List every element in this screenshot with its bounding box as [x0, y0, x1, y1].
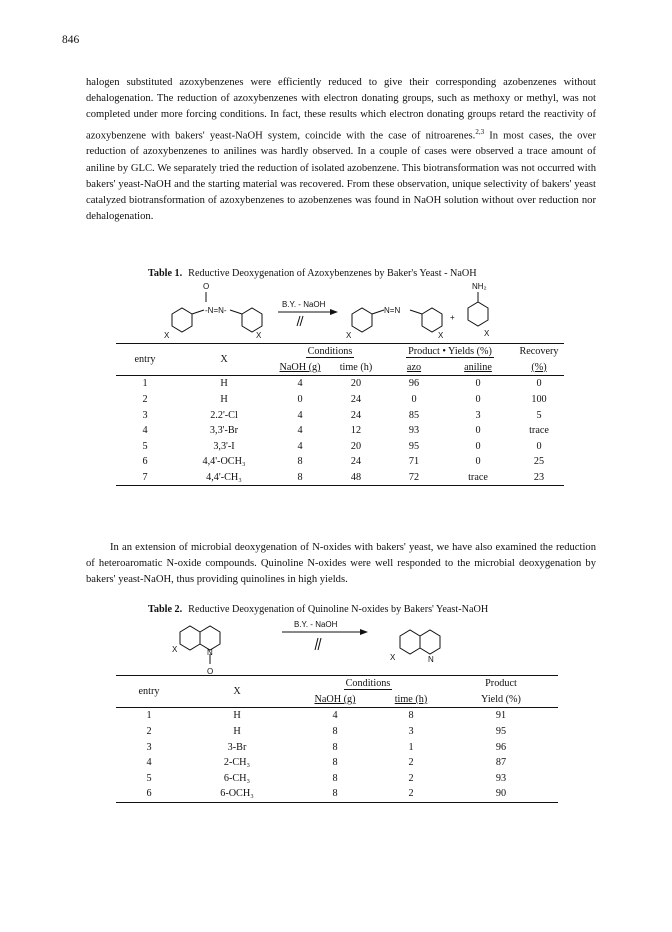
table-cell: 12 [350, 425, 362, 437]
header-naoh: NaOH (g) [279, 361, 321, 373]
table-cell: 4 [297, 409, 303, 421]
table-cell: 100 [531, 394, 547, 406]
table-cell: 3 [408, 726, 414, 738]
table-cell: H [233, 710, 241, 722]
table-cell: 0 [475, 440, 481, 452]
table-cell: 3,3'-Br [209, 425, 239, 437]
table-row [116, 708, 558, 724]
quinoline-pyridine-ring [200, 626, 220, 650]
table-cell: 90 [495, 788, 507, 800]
table-row [116, 786, 558, 802]
header-time: time (h) [339, 361, 373, 373]
table-row [116, 439, 564, 455]
table-cell: 3 [146, 741, 152, 753]
table-cell: 1 [146, 710, 152, 722]
table-cell: 4 [297, 378, 303, 390]
paragraph-text: halogen substituted azoxybenzenes were efficiently reduced to give their corresponding azobenzenes without dehalogenation. The reduction of azoxybenzenes with electron donating groups, such as methoxy or methyl, was not completed under more forcing conditions. In fact, these results which electron donating groups retard the reactivity of azoxybenzene with bakers' yeast-NaOH system, coincide with the case of nitroarenes. [86, 77, 596, 142]
table-row [116, 771, 558, 787]
azo-label: N=N [384, 306, 401, 315]
azobenzene-ring-right [422, 308, 442, 332]
header-recovery: Recovery [519, 346, 559, 358]
table-cell: 24 [350, 394, 362, 406]
table-cell: 0 [536, 378, 542, 390]
table-cell: 6-CH₃ [223, 772, 251, 784]
table-cell: 93 [495, 772, 507, 784]
table1-reaction-scheme [160, 278, 520, 340]
table1-caption-text: Reductive Deoxygenation of Azoxybenzenes by Baker's Yeast - NaOH [188, 268, 477, 279]
table-cell: 1 [142, 378, 148, 390]
table-cell: trace [529, 425, 549, 437]
table-row [116, 755, 558, 771]
header-x: X [233, 686, 241, 698]
table-row [116, 376, 564, 392]
table-cell: 4 [332, 710, 338, 722]
table-cell: H [220, 378, 228, 390]
table-cell: 2-CH₃ [223, 757, 251, 769]
table1 [116, 343, 564, 486]
x-label: X [164, 331, 170, 340]
table-row [116, 454, 564, 470]
table-cell: 8 [332, 726, 338, 738]
plus-sign: + [450, 313, 455, 322]
table-cell: 8 [332, 757, 338, 769]
table-cell: 8 [297, 456, 303, 468]
table-cell: 1 [408, 741, 414, 753]
table-cell: 0 [475, 378, 481, 390]
table-cell: 2 [142, 394, 148, 406]
table-cell: 87 [495, 757, 507, 769]
x-label: X [346, 331, 352, 340]
table2-caption [148, 604, 488, 615]
table-row [116, 470, 564, 486]
table-cell: 4,4'-OCH₃ [202, 456, 246, 468]
paragraph-text: In an extension of microbial deoxygenation of N-oxides with bakers' yeast, we have also examined the reduction of heteroaromatic N-oxide compounds. Quinoline N-oxides were well responded to the microbial deoxygenation by bakers' yeast-NaOH, thus providing quinolines in high yields. [86, 542, 596, 586]
reagent-label: B.Y. - NaOH [294, 620, 338, 629]
table-cell: 2 [408, 757, 414, 769]
table-row [116, 724, 558, 740]
table-cell: 96 [408, 378, 420, 390]
x-label: X [390, 653, 396, 662]
table-cell: 4,4'-CH₃ [206, 472, 242, 484]
table-cell: 91 [495, 710, 507, 722]
header-entry: entry [134, 354, 156, 366]
table2-reaction-scheme [170, 618, 470, 676]
header-azo: azo [406, 361, 422, 373]
aniline-ring [468, 302, 488, 326]
nitrogen-label: N [207, 648, 213, 657]
table2-label: Table 2. [148, 604, 183, 615]
table-cell: 24 [350, 409, 362, 421]
table-cell: 96 [495, 741, 507, 753]
table-cell: 2 [408, 788, 414, 800]
benzene-ring-right [242, 308, 262, 332]
table-cell: 72 [408, 472, 420, 484]
table-cell: 8 [332, 772, 338, 784]
table-cell: 95 [408, 440, 420, 452]
citation-superscript: 2,3 [475, 127, 485, 136]
oxygen-label: O [207, 667, 214, 676]
table-cell: 0 [536, 440, 542, 452]
table-cell: 8 [297, 472, 303, 484]
table-cell: 5 [142, 440, 148, 452]
table-row [116, 407, 564, 423]
nitrogen-label: N [428, 655, 434, 664]
header-entry: entry [138, 686, 160, 698]
table-cell: 7 [142, 472, 148, 484]
table2 [116, 675, 558, 803]
table-cell: 6 [146, 788, 152, 800]
table-row [116, 739, 558, 755]
header-conditions: Conditions [345, 677, 391, 689]
header-x: X [220, 354, 228, 366]
table-cell: 71 [408, 456, 420, 468]
paragraph-quinoline [86, 540, 596, 589]
table-cell: 2 [408, 772, 414, 784]
table-cell: 3 [142, 409, 148, 421]
x-label: X [256, 331, 262, 340]
table-cell: 48 [350, 472, 362, 484]
x-label: X [438, 331, 444, 340]
header-naoh: NaOH (g) [314, 693, 356, 705]
table-cell: 25 [533, 456, 545, 468]
table-cell: 2 [146, 726, 152, 738]
table-cell: 20 [350, 378, 362, 390]
x-label: X [484, 329, 490, 338]
table-cell: 3 [475, 409, 481, 421]
quinoline-product-pyridine-ring [420, 630, 440, 654]
quinoline-benzo-ring [180, 626, 200, 650]
table-cell: 5 [536, 409, 542, 421]
table-cell: 3,3'-I [213, 440, 235, 452]
header-time: time (h) [394, 693, 428, 705]
table2-caption-text: Reductive Deoxygenation of Quinoline N-oxides by Bakers' Yeast-NaOH [188, 604, 489, 615]
table-cell: 8 [332, 741, 338, 753]
table-cell: 5 [146, 772, 152, 784]
table-cell: 4 [297, 425, 303, 437]
header-yield: Yield (%) [481, 693, 521, 705]
table-cell: H [233, 726, 241, 738]
table-cell: 4 [142, 425, 148, 437]
table-cell: 0 [475, 394, 481, 406]
table-cell: 8 [332, 788, 338, 800]
header-conditions: Conditions [307, 345, 353, 357]
quinoline-product-benzo-ring [400, 630, 420, 654]
header-percent: (%) [531, 361, 547, 373]
table-cell: 3-Br [227, 741, 247, 753]
x-label: X [172, 645, 178, 654]
table-cell: 2.2'-Cl [210, 409, 238, 421]
page-number: 846 [62, 34, 80, 46]
table-cell: 8 [408, 710, 414, 722]
table-cell: 6-OCH₃ [220, 788, 254, 800]
table-cell: 95 [495, 726, 507, 738]
table-row [116, 423, 564, 439]
table-cell: 6 [142, 456, 148, 468]
table-cell: 23 [533, 472, 545, 484]
header-product: Product • Yields (%) [408, 345, 492, 357]
header-product: Product [485, 678, 517, 690]
table1-label: Table 1. [148, 268, 183, 279]
table-cell: 0 [297, 394, 303, 406]
table-cell: 85 [408, 409, 420, 421]
table-cell: H [220, 394, 228, 406]
table-cell: trace [468, 472, 488, 484]
table-cell: 93 [408, 425, 420, 437]
benzene-ring-left [172, 308, 192, 332]
table-cell: 0 [411, 394, 417, 406]
nh2-label: NH₂ [472, 282, 487, 291]
table-row [116, 392, 564, 408]
table-cell: 24 [350, 456, 362, 468]
table-cell: 0 [475, 456, 481, 468]
table-cell: 20 [350, 440, 362, 452]
reagent-label: B.Y. - NaOH [282, 300, 326, 309]
table-cell: 4 [297, 440, 303, 452]
header-aniline: aniline [464, 361, 492, 373]
azobenzene-ring-left [352, 308, 372, 332]
table-cell: 4 [146, 757, 152, 769]
oxygen-label: O [203, 282, 210, 291]
paragraph-text: In most cases, the over reduction of azoxybenzenes to anilines was hardly observed. In a couple of cases were observed a trace amount of aniline by GLC. We separately tried the reduction of isolated azobenzene. This biotransformation was not occurred with bakers' yeast-NaOH and the starting material was recovered. From these observation, unique selectivity of bakers' yeast catalyzed biotransformation of azoxybenzenes to azobenzenes was found in NaOH solution without over reduction nor dehalogenation. [86, 130, 596, 223]
azoxy-label: -N=N- [205, 306, 227, 315]
paragraph-results [86, 75, 596, 225]
table-cell: 0 [475, 425, 481, 437]
